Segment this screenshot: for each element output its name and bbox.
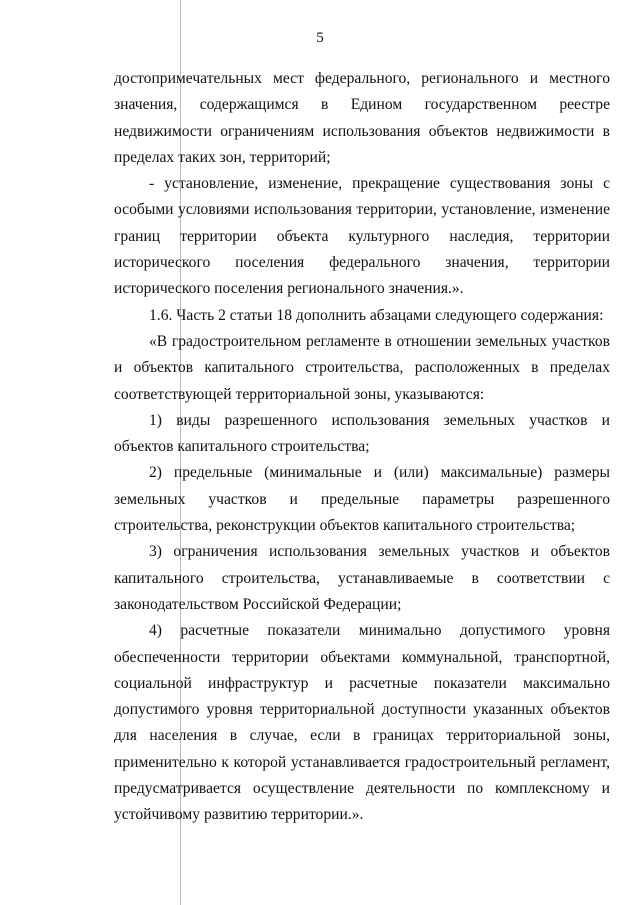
paragraph-7: 3) ограничения использования земельных участков и объектов капитального строительства, устанавливаемые в соответствии с законодательством Российской Федерации;	[114, 543, 610, 613]
paragraph-2: - установление, изменение, прекращение существования зоны с особыми условиями использования территории, установление, изменение границ территории объекта культурного наследия, территории исторического поселения федерального значения, территории исторического поселения регионального значения.».	[114, 175, 610, 298]
paragraph-4: «В градостроительном регламенте в отношении земельных участков и объектов капитального строительства, расположенных в пределах соответствующей территориальной зоны, указываются:	[114, 332, 610, 403]
paragraph-6: 2) предельные (минимальные и (или) максимальные) размеры земельных участков и предельные параметры разрешенного строительства, реконструкции объектов капитального строительства;	[114, 464, 610, 535]
paragraph-3: 1.6. Часть 2 статьи 18 дополнить абзацами следующего содержания:	[149, 306, 604, 324]
paragraph-1: достопримечательных мест федерального, регионального и местного значения, содержащимся в Едином государственном реестре недвижимости ограничениям использования объектов недвижимости в пределах таких зон, территорий;	[114, 70, 610, 166]
document-body	[114, 66, 610, 829]
paragraph-5: 1) виды разрешенного использования земельных участков и объектов капитального строительства;	[114, 411, 610, 456]
paragraph-8: 4) расчетные показатели минимально допустимого уровня обеспеченности территории объектами коммунальной, транспортной, социальной инфраструктур и расчетные показатели максимально допустимого уровня территориальной доступности указанных объектов для населения в случае, если в границах территориальной зоны, применительно к которой устанавливается градостроительный регламент, предусматривается осуществление деятельности по комплексному и устойчивому развитию территории.».	[114, 622, 610, 824]
page-number: 5	[316, 30, 324, 46]
